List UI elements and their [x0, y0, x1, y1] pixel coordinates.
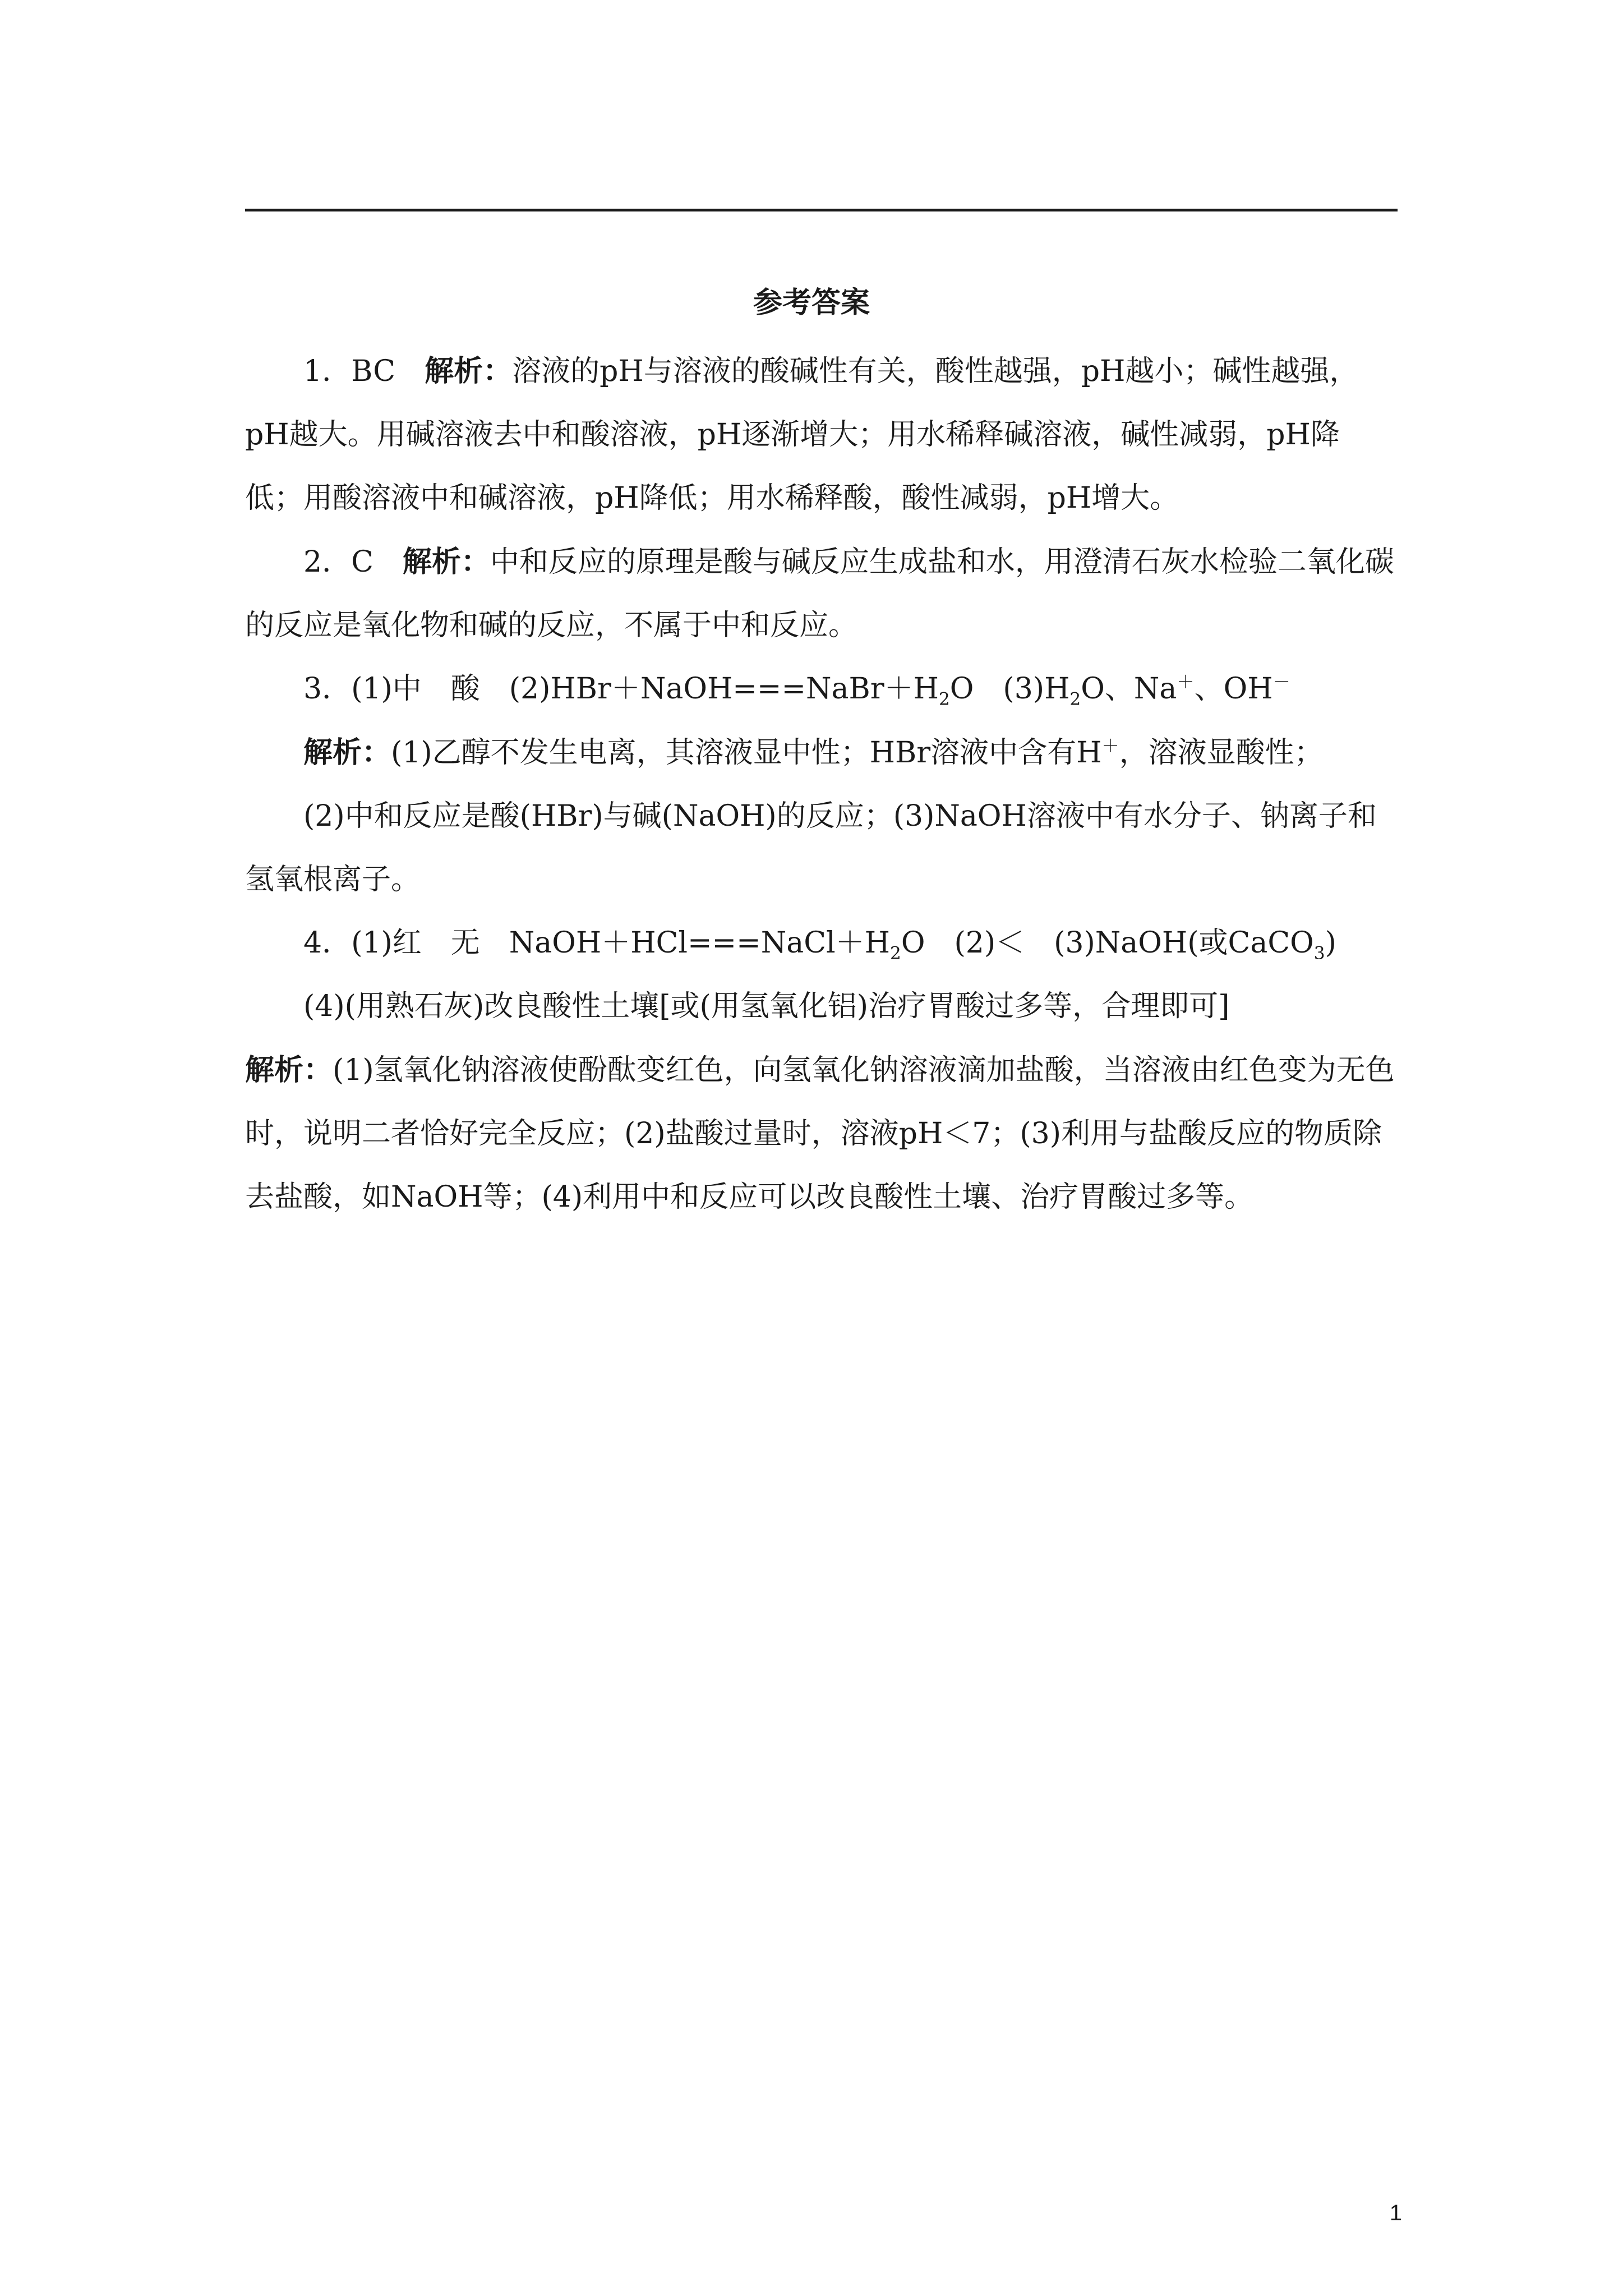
answer-2-label: 解析： — [402, 545, 490, 579]
answer-2 — [245, 530, 1398, 657]
answer-3-analysis — [245, 721, 1398, 785]
subscript: 2 — [889, 943, 901, 964]
answer-4-part-4 — [245, 975, 1398, 1038]
superscript: ＋ — [1101, 736, 1119, 757]
answer-4-text: (4)(用熟石灰)改良酸性土壤[或(用氢氧化铝)治疗胃酸过多等，合理即可] — [303, 990, 1230, 1023]
page-title: 参考答案 — [753, 286, 870, 320]
answer-1-explanation: 溶液的pH与溶液的酸碱性有关，酸性越强，pH越小；碱性越强，pH越大。用碱溶液去中和酸溶液，pH逐渐增大；用水稀释碱溶液，碱性减弱，pH降低；用酸溶液中和碱溶液，pH降低；用水稀释酸，酸性减弱，pH增大。 — [245, 355, 1359, 515]
answer-2-number: 2．C — [303, 545, 374, 579]
header-rule — [245, 209, 1398, 211]
answer-4-explanation: (1)氢氧化钠溶液使酚酞变红色，向氢氧化钠溶液滴加盐酸，当溶液由红色变为无色时，说明二者恰好完全反应；(2)盐酸过量时，溶液pH＜7；(3)利用与盐酸反应的物质除去盐酸，如NaOH等；(4)利用中和反应可以改良酸性土壤、治疗胃酸过多等。 — [245, 1053, 1395, 1214]
answer-3-text: O、Na — [1081, 672, 1177, 706]
superscript: － — [1272, 672, 1290, 693]
answer-content — [245, 339, 1398, 1229]
answer-4-analysis — [245, 1038, 1398, 1229]
answer-4-text: O (2)＜ (3)NaOH(或CaCO — [901, 926, 1314, 960]
answer-3-text: 3．(1)中 酸 (2)HBr＋NaOH===NaBr＋H — [303, 672, 939, 706]
answer-1-label: 解析： — [425, 354, 513, 388]
answer-4-label: 解析： — [245, 1053, 333, 1087]
subscript: 3 — [1313, 943, 1325, 964]
answer-4-text: ) — [1325, 926, 1336, 960]
answer-2-explanation: 中和反应的原理是酸与碱反应生成盐和水，用澄清石灰水检验二氧化碳的反应是氧化物和碱的反应，不属于中和反应。 — [245, 545, 1394, 642]
answer-3-analysis-cont — [245, 785, 1398, 912]
answer-1-number: 1．BC — [303, 355, 396, 388]
answer-3-explanation: (1)乙醇不发生电离，其溶液显中性；HBr溶液中含有H — [391, 736, 1102, 770]
answer-1 — [245, 339, 1398, 530]
page-number: 1 — [1389, 2201, 1402, 2225]
answer-3-explanation: ，溶液显酸性； — [1119, 736, 1324, 770]
answer-3-text: 、OH — [1194, 672, 1273, 706]
subscript: 2 — [938, 689, 950, 710]
answer-3-explanation: (2)中和反应是酸(HBr)与碱(NaOH)的反应；(3)NaOH溶液中有水分子、钠离子和氢氧根离子。 — [245, 799, 1377, 896]
answer-3-text: O (3)H — [949, 672, 1070, 706]
answer-4-text: 4．(1)红 无 NaOH＋HCl===NaCl＋H — [303, 926, 890, 960]
subscript: 2 — [1069, 689, 1081, 710]
answer-4 — [245, 912, 1398, 975]
superscript: ＋ — [1177, 672, 1195, 693]
answer-3 — [245, 657, 1398, 721]
answer-3-label: 解析： — [303, 735, 391, 770]
